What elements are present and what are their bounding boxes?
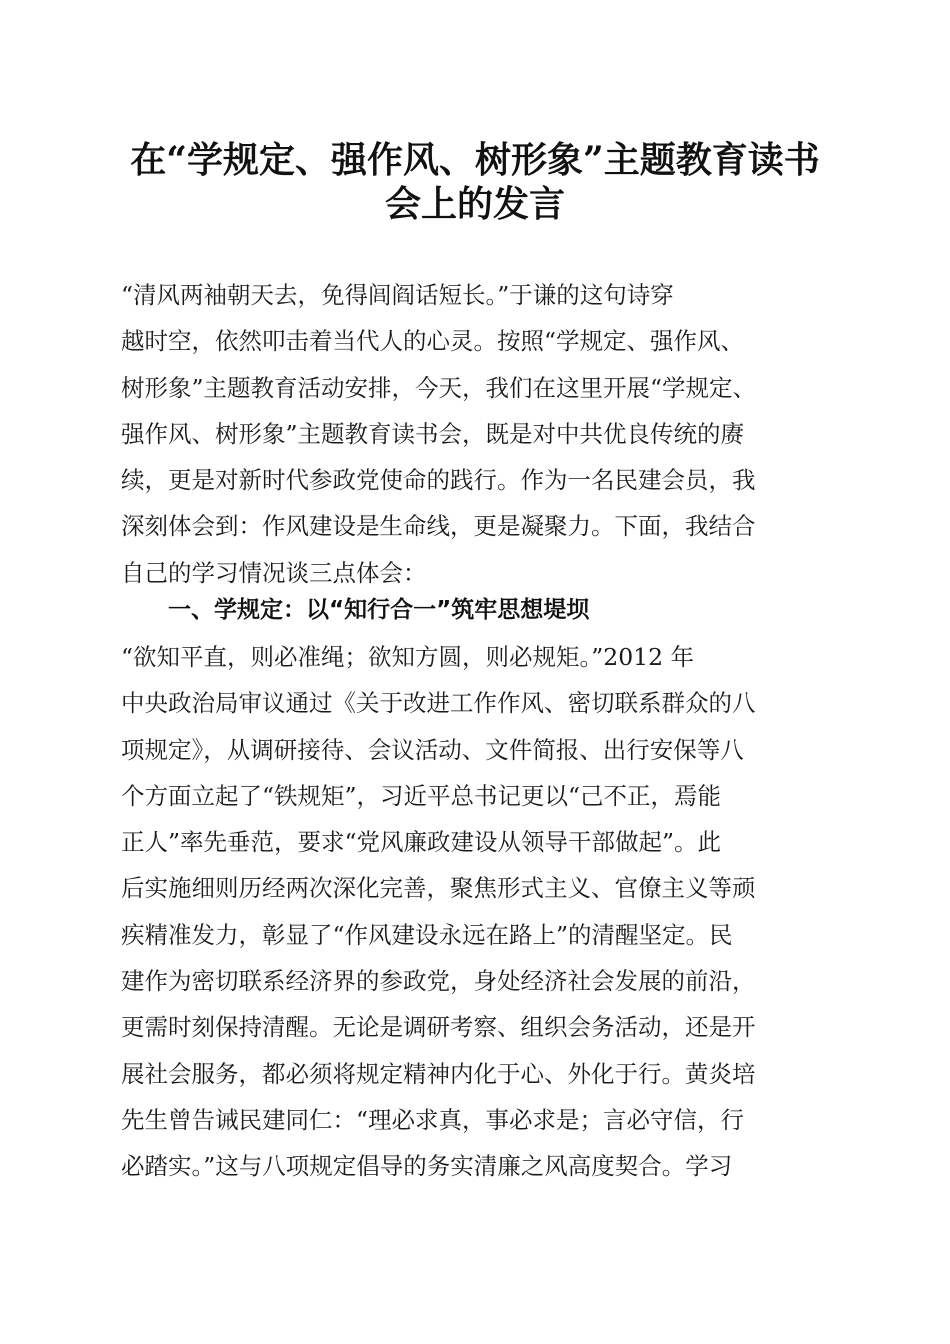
paragraph-line: 项规定》，从调研接待、会议活动、文件简报、出行安保等八: [121, 735, 744, 764]
section-heading-1: 一、学规定：以“知行合一”筑牢思想堤坝: [168, 597, 590, 623]
paragraph-line: 必踏实。”这与八项规定倡导的务实清廉之风高度契合。学习: [121, 1152, 733, 1181]
paragraph-line: “欲知平直，则必准绳；欲知方圆，则必规矩。”2012 年: [121, 643, 695, 671]
paragraph-line: 续，更是对新时代参政党使命的践行。作为一名民建会员，我: [121, 466, 756, 495]
paragraph-line: 先生曾告诫民建同仁：“理必求真，事必求是；言必守信，行: [121, 1105, 745, 1134]
paragraph-line: 强作风、树形象”主题教育读书会，既是对中共优良传统的赓: [121, 419, 745, 448]
paragraph-line: 树形象”主题教育活动安排，今天，我们在这里开展“学规定、: [121, 373, 757, 402]
document-title-line-1: 在“学规定、强作风、树形象”主题教育读书: [130, 139, 820, 181]
paragraph-line: 中央政治局审议通过《关于改进工作作风、密切联系群众的八: [121, 689, 756, 718]
paragraph-line: 个方面立起了“铁规矩”，习近平总书记更以“己不正，焉能: [121, 781, 722, 810]
paragraph-line: 更需时刻保持清醒。无论是调研考察、组织会务活动，还是开: [121, 1013, 756, 1042]
paragraph-line: “清风两袖朝天去，免得闾阎话短长。”于谦的这句诗穿: [121, 281, 674, 309]
paragraph-line: 后实施细则历经两次深化完善，聚焦形式主义、官僚主义等顽: [121, 874, 756, 903]
document-title-line-2: 会上的发言: [384, 183, 565, 225]
paragraph-line: 深刻体会到：作风建设是生命线，更是凝聚力。下面，我结合: [121, 512, 756, 541]
paragraph-line: 疾精准发力，彰显了“作风建设永远在路上”的清醒坚定。民: [121, 920, 733, 949]
paragraph-line: 建作为密切联系经济界的参政党，身处经济社会发展的前沿，: [121, 967, 756, 996]
paragraph-line: 展社会服务，都必须将规定精神内化于心、外化于行。黄炎培: [121, 1059, 756, 1088]
paragraph-line: 越时空，依然叩击着当代人的心灵。按照“学规定、强作风、: [121, 327, 745, 356]
intro-paragraph: [121, 272, 833, 596]
section-1-paragraph: [121, 634, 833, 1190]
paragraph-line: 正人”率先垂范，要求“党风廉政建设从领导干部做起”。此: [121, 828, 722, 857]
paragraph-line: 自己的学习情况谈三点体会：: [121, 558, 427, 587]
